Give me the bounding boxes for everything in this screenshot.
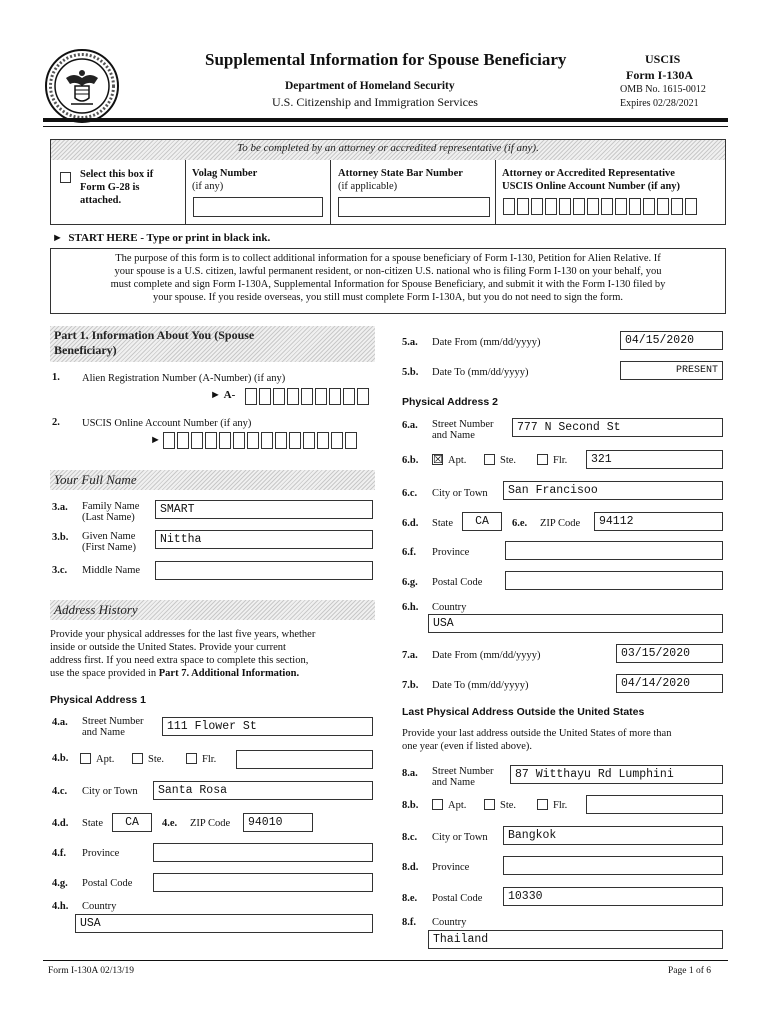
given-name-label-2: (First Name) [82, 542, 136, 553]
address-intro-1: Provide your physical addresses for the last five years, whether [50, 629, 316, 640]
address2-province-label: Province [432, 547, 470, 558]
outside-ste-label: Ste. [500, 800, 517, 811]
date-to-1-label: Date To (mm/dd/yyyy) [432, 367, 529, 378]
outside-us-intro-2: one year (even if listed above). [402, 741, 533, 752]
outside-street-label-2: and Name [432, 777, 475, 788]
volag-label: Volag Number [192, 168, 258, 179]
address-intro-4-pre: use the space provided in [50, 668, 159, 679]
address2-state-label: State [432, 518, 453, 529]
start-here: ► START HERE - Type or print in black ink. [52, 232, 271, 244]
g28-label-2: Form G-28 is [80, 182, 140, 193]
outside-street-num: 8.a. [402, 768, 418, 779]
date-to-1-input[interactable]: PRESENT [620, 361, 723, 380]
family-name-num: 3.a. [52, 502, 68, 513]
outside-postal-input[interactable]: 10330 [503, 887, 723, 906]
outside-country-label: Country [432, 917, 467, 928]
address1-zip-num: 4.e. [162, 818, 178, 829]
attorney-online-sub: USCIS Online Account Number (if any) [502, 181, 681, 192]
address2-province-input[interactable] [505, 541, 723, 560]
address1-ste-checkbox[interactable] [132, 753, 143, 764]
address1-state-select[interactable]: CA [112, 813, 152, 832]
address2-province-num: 6.f. [402, 547, 416, 558]
footer-form-edition: Form I-130A 02/13/19 [48, 966, 135, 976]
date-to-2-input[interactable]: 04/14/2020 [616, 674, 723, 693]
address1-header: Physical Address 1 [50, 694, 146, 706]
a-number-label: Alien Registration Number (A-Number) (if any) [82, 373, 286, 384]
agency-name: U.S. Citizenship and Immigration Services [272, 95, 478, 109]
full-name-header: Your Full Name [50, 470, 375, 490]
uscis-label: USCIS [645, 52, 681, 66]
outside-ste-checkbox[interactable] [484, 799, 495, 810]
part1-header-line-1: Part 1. Information About You (Spouse [54, 328, 255, 342]
date-from-1-num: 5.a. [402, 337, 418, 348]
address2-unit-num: 6.b. [402, 455, 419, 466]
address2-flr-checkbox[interactable] [537, 454, 548, 465]
address2-city-input[interactable]: San Francisoo [503, 481, 723, 500]
address2-ste-label: Ste. [500, 455, 517, 466]
outside-postal-label: Postal Code [432, 893, 483, 904]
date-from-2-label: Date From (mm/dd/yyyy) [432, 650, 541, 661]
address1-country-num: 4.h. [52, 901, 69, 912]
address2-street-input[interactable]: 777 N Second St [512, 418, 723, 437]
outside-unit-num: 8.b. [402, 800, 419, 811]
date-from-2-input[interactable]: 03/15/2020 [616, 644, 723, 663]
address2-header: Physical Address 2 [402, 396, 498, 408]
outside-province-num: 8.d. [402, 862, 419, 873]
address2-country-input[interactable]: USA [428, 614, 723, 633]
address-history-header: Address History [50, 600, 375, 620]
address-intro-3: address first. If you need extra space to complete this section, [50, 655, 309, 666]
date-from-1-input[interactable]: 04/15/2020 [620, 331, 723, 350]
address2-postal-label: Postal Code [432, 577, 483, 588]
address-intro-4 [50, 667, 299, 680]
address1-postal-num: 4.g. [52, 878, 68, 889]
outside-us-header: Last Physical Address Outside the United States [402, 706, 645, 718]
outside-city-num: 8.c. [402, 832, 418, 843]
online-number-cells[interactable] [163, 432, 359, 449]
form-title: Supplemental Information for Spouse Beneficiary [205, 50, 567, 69]
outside-country-num: 8.f. [402, 917, 416, 928]
address1-flr-checkbox[interactable] [186, 753, 197, 764]
address1-zip-label: ZIP Code [190, 818, 231, 829]
online-number-arrow-icon: ► [150, 434, 161, 446]
outside-city-input[interactable]: Bangkok [503, 826, 723, 845]
address-intro-2: inside or outside the United States. Provide your current [50, 642, 286, 653]
outside-province-input[interactable] [503, 856, 723, 875]
address2-country-label: Country [432, 602, 467, 613]
address2-state-num: 6.d. [402, 518, 419, 529]
expiration-date: Expires 02/28/2021 [620, 98, 699, 109]
address1-country-input[interactable]: USA [75, 914, 373, 933]
middle-name-label: Middle Name [82, 565, 141, 576]
address1-province-label: Province [82, 848, 120, 859]
outside-street-label-1: Street Number [432, 766, 494, 777]
family-name-input[interactable]: SMART [155, 500, 373, 519]
address1-province-num: 4.f. [52, 848, 66, 859]
address2-zip-num: 6.e. [512, 518, 528, 529]
outside-province-label: Province [432, 862, 470, 873]
attorney-online-label: Attorney or Accredited Representative [502, 168, 675, 179]
bar-number-label: Attorney State Bar Number [338, 168, 463, 179]
address1-unit-input[interactable] [236, 750, 373, 769]
department-name: Department of Homeland Security [285, 80, 455, 92]
address2-flr-label: Flr. [553, 455, 568, 466]
footer-page-number: Page 1 of 6 [668, 966, 712, 976]
address1-zip-input[interactable]: 94010 [243, 813, 313, 832]
outside-street-input[interactable]: 87 Witthayu Rd Lumphini [510, 765, 723, 784]
address2-state-select[interactable]: CA [462, 512, 502, 531]
address2-city-num: 6.c. [402, 488, 418, 499]
intro-line-1: The purpose of this form is to collect additional information for a spouse beneficiary of Form I-130, Petition for Alien Relative. If [115, 253, 661, 264]
outside-apt-label: Apt. [448, 800, 467, 811]
address2-street-num: 6.a. [402, 420, 418, 431]
header-rule-thin [43, 126, 728, 127]
intro-line-4: your spouse. If you reside overseas, you still must complete Form I-130A, but you do not need to sign the form. [152, 292, 624, 303]
outside-unit-input[interactable] [586, 795, 723, 814]
outside-us-intro-1: Provide your last address outside the United States of more than [402, 728, 672, 739]
address2-street-label-1: Street Number [432, 419, 494, 430]
outside-country-input[interactable]: Thailand [428, 930, 723, 949]
start-here-text: START HERE - Type or print in black ink. [68, 232, 271, 244]
volag-sub: (if any) [192, 181, 224, 192]
middle-name-num: 3.c. [52, 565, 68, 576]
online-number-num: 2. [52, 417, 60, 428]
address1-apt-checkbox[interactable] [80, 753, 91, 764]
a-number-num: 1. [52, 372, 60, 383]
address1-street-label-2: and Name [82, 727, 125, 738]
dhs-seal-icon [44, 48, 120, 124]
intro-line-3: must complete and sign Form I-130A, Supplemental Information for Spouse Beneficiary, and submit it with the Form I-130 filed by [110, 279, 666, 290]
address2-apt-checkbox[interactable]: ☒ [433, 453, 443, 466]
form-id: Form I-130A [626, 68, 693, 82]
date-to-1-num: 5.b. [402, 367, 419, 378]
part1-header-line-2: Beneficiary) [54, 343, 117, 357]
date-from-1-label: Date From (mm/dd/yyyy) [432, 337, 541, 348]
address1-street-input[interactable]: 111 Flower St [162, 717, 373, 736]
address1-street-label-1: Street Number [82, 716, 144, 727]
address2-unit-input[interactable]: 321 [586, 450, 723, 469]
footer-rule [43, 960, 728, 961]
given-name-num: 3.b. [52, 532, 69, 543]
address2-zip-label: ZIP Code [540, 518, 581, 529]
family-name-label-1: Family Name [82, 501, 140, 512]
attorney-online-cells[interactable] [503, 198, 699, 215]
given-name-label-1: Given Name [82, 531, 136, 542]
address-intro-4-bold: Part 7. Additional Information. [158, 668, 300, 679]
address1-state-num: 4.d. [52, 818, 69, 829]
header-rule [43, 118, 728, 122]
part1-header [50, 326, 375, 362]
given-name-input[interactable]: Nittha [155, 530, 373, 549]
address1-city-label: City or Town [82, 786, 138, 797]
address1-street-num: 4.a. [52, 717, 68, 728]
address2-apt-label: Apt. [448, 455, 467, 466]
date-to-2-label: Date To (mm/dd/yyyy) [432, 680, 529, 691]
address2-zip-input[interactable]: 94112 [594, 512, 723, 531]
date-to-2-num: 7.b. [402, 680, 419, 691]
address1-ste-label: Ste. [148, 754, 165, 765]
date-from-2-num: 7.a. [402, 650, 418, 661]
address1-postal-label: Postal Code [82, 878, 133, 889]
address2-city-label: City or Town [432, 488, 488, 499]
address1-unit-num: 4.b. [52, 753, 69, 764]
address1-country-label: Country [82, 901, 117, 912]
address1-flr-label: Flr. [202, 754, 217, 765]
address1-province-input[interactable] [153, 843, 373, 862]
address2-postal-input[interactable] [505, 571, 723, 590]
omb-number: OMB No. 1615-0012 [620, 84, 706, 95]
address2-ste-checkbox[interactable] [484, 454, 495, 465]
a-number-cells[interactable] [245, 388, 371, 405]
middle-name-input[interactable] [155, 561, 373, 580]
bar-number-input[interactable] [338, 197, 490, 217]
outside-postal-num: 8.e. [402, 893, 418, 904]
online-number-label: USCIS Online Account Number (if any) [82, 418, 252, 429]
outside-apt-checkbox[interactable] [432, 799, 443, 810]
family-name-label-2: (Last Name) [82, 512, 135, 523]
address2-postal-num: 6.g. [402, 577, 418, 588]
outside-flr-checkbox[interactable] [537, 799, 548, 810]
address1-postal-input[interactable] [153, 873, 373, 892]
g28-checkbox[interactable] [60, 172, 71, 183]
a-number-arrow-icon: ► A- [210, 389, 236, 401]
outside-city-label: City or Town [432, 832, 488, 843]
address1-apt-label: Apt. [96, 754, 115, 765]
outside-flr-label: Flr. [553, 800, 568, 811]
address1-city-input[interactable]: Santa Rosa [153, 781, 373, 800]
address2-street-label-2: and Name [432, 430, 475, 441]
address2-country-num: 6.h. [402, 602, 419, 613]
bar-number-sub: (if applicable) [338, 181, 398, 192]
address1-state-label: State [82, 818, 103, 829]
g28-label-1: Select this box if [80, 169, 154, 180]
volag-input[interactable] [193, 197, 323, 217]
intro-line-2: your spouse is a U.S. citizen, lawful permanent resident, or non-citizen U.S. national who is filing Form I-130 on your behalf, you [114, 266, 662, 277]
address1-city-num: 4.c. [52, 786, 68, 797]
g28-label-3: attached. [80, 195, 122, 206]
attorney-banner: To be completed by an attorney or accredited representative (if any). [51, 140, 725, 160]
a-number-prefix: A- [223, 389, 236, 401]
